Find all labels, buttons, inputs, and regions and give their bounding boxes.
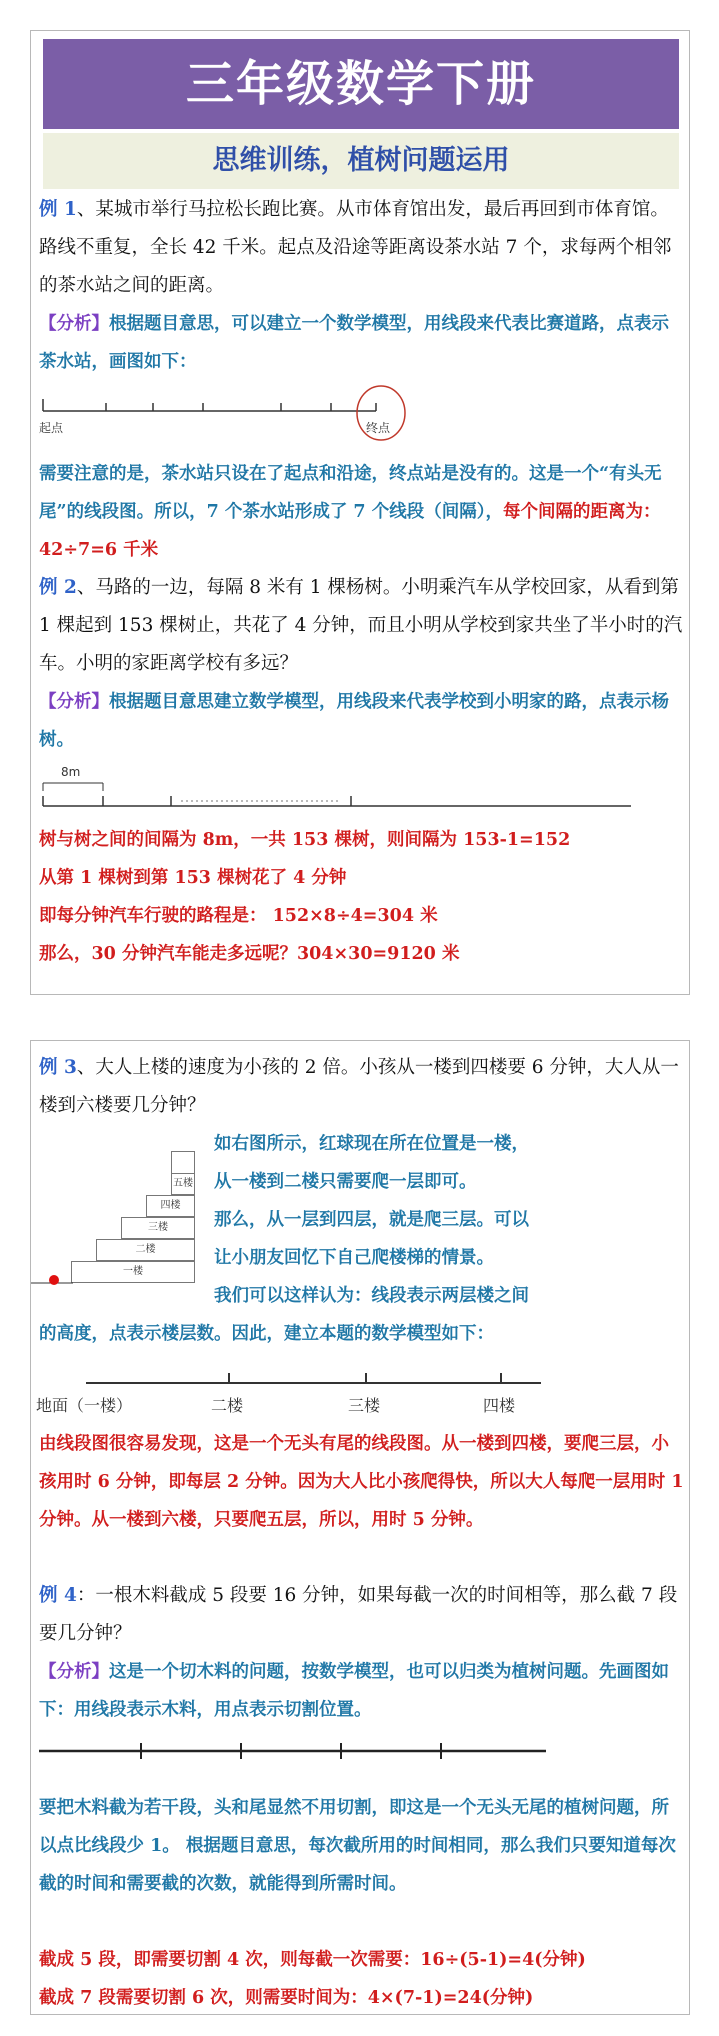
stair-5: 五楼 (171, 1173, 195, 1195)
page-subtitle: 思维训练，植树问题运用 (43, 133, 679, 189)
card-examples-1-2 (30, 30, 690, 995)
example-2-question (39, 569, 684, 683)
example-4-text: ：一根木料截成 5 段要 16 分钟，如果每截一次的时间相等，那么截 7 段要几分钟？ (39, 1585, 678, 1644)
example-3-text: 、大人上楼的速度为小孩的 2 倍。小孩从一楼到四楼要 6 分钟，大人从一楼到六楼要几分钟？ (39, 1057, 679, 1116)
end-label: 终点 (366, 421, 391, 435)
example-2-line-3: 即每分钟汽车行驶的路程是： 152×8÷4=304 米 (39, 906, 438, 926)
example-1-note: 需要注意的是，茶水站只设在了起点和沿途，终点站是没有的。这是一个“有头无尾”的线段图。所以，7 个茶水站形成了 7 个线段（间隔）， (39, 464, 662, 522)
side-line-1: 如右图所示，红球现在所在位置是一楼， (214, 1134, 529, 1154)
example-2-analysis (39, 683, 684, 759)
page-title: 三年级数学下册 (43, 39, 679, 129)
side-line-3: 那么，从一层到四层，就是爬三层。可以 (214, 1210, 529, 1230)
stair-1: 一楼 (71, 1261, 195, 1283)
example-1-label: 例 1 (39, 199, 77, 220)
example-2-line-1: 树与树之间的间隔为 8m，一共 153 棵树，则间隔为 153-1=152 (39, 830, 571, 850)
example-4-explanation: 要把木料截为若干段，头和尾显然不用切割，即这是一个无头无尾的植树问题，所以点比线段少 1。 根据题目意思，每次截所用的时间相同，那么我们只要知道每次截的时间和需要截的次数，就能得到所需时间。 (39, 1798, 676, 1894)
side-line-2: 从一楼到二楼只需要爬一层即可。 (214, 1172, 477, 1192)
example-2-analysis-text: 根据题目意思建立数学模型，用线段来代表学校到小明家的路，点表示杨树。 (39, 692, 669, 750)
stair-2: 二楼 (96, 1239, 195, 1261)
example-3-answer: 由线段图很容易发现，这是一个无头有尾的线段图。从一楼到四楼，要爬三层，小孩用时 6 分钟，即每层 2 分钟。因为大人比小孩爬得快，所以大人每爬一层用时 1 分钟。从一楼到六楼，只要爬五层，所以，用时 5 分钟。 (39, 1434, 684, 1530)
example-1-line-diagram (31, 381, 691, 451)
example-1-conclusion (39, 455, 684, 569)
side-line-5: 我们可以这样认为：线段表示两层楼之间 (214, 1286, 529, 1306)
example-4-analysis (39, 1653, 684, 1729)
example-4-answer-2: 截成 7 段需要切割 6 次，则需要时间为：4×(7-1)=24(分钟) (39, 1988, 534, 2008)
wood-line-diagram (31, 1731, 691, 1771)
example-4-analysis-text: 这是一个切木料的问题，按数学模型，也可以归类为植树问题。先画图如下：用线段表示木料，用点表示切割位置。 (39, 1662, 669, 1720)
stair-top (171, 1151, 195, 1173)
example-3-question (39, 1049, 684, 1125)
segment-label: 8m (61, 765, 81, 779)
analysis-tag: 【分析】 (39, 314, 109, 334)
example-3-label: 例 3 (39, 1057, 77, 1078)
axis-label-floor-3: 三楼 (348, 1396, 381, 1415)
example-4-question (39, 1577, 684, 1653)
stair-3: 三楼 (121, 1217, 195, 1239)
card-examples-3-4 (30, 1040, 690, 2015)
analysis-tag: 【分析】 (39, 692, 109, 712)
ground-line (31, 1279, 91, 1289)
analysis-tag: 【分析】 (39, 1662, 109, 1682)
example-1-analysis-text: 根据题目意思，可以建立一个数学模型，用线段来代表比赛道路，点表示茶水站，画图如下： (39, 314, 669, 372)
example-2-line-4: 那么，30 分钟汽车能走多远呢？304×30=9120 米 (39, 944, 460, 964)
example-4-answer-1: 截成 5 段，即需要切割 4 次，则每截一次需要：16÷(5-1)=4(分钟) (39, 1950, 586, 1970)
red-ball-icon (49, 1275, 59, 1285)
axis-label-floor-2: 二楼 (211, 1396, 244, 1415)
example-4-label: 例 4 (39, 1585, 77, 1606)
example-1-analysis (39, 305, 684, 381)
side-line-6: 的高度，点表示楼层数。因此，建立本题的数学模型如下： (39, 1324, 494, 1344)
example-2-label: 例 2 (39, 577, 77, 598)
stair-4: 四楼 (146, 1195, 195, 1217)
side-line-4: 让小朋友回忆下自己爬楼梯的情景。 (214, 1248, 494, 1268)
example-1-question (39, 191, 684, 305)
example-2-line-diagram (31, 761, 691, 811)
example-1-answer: 每个间隔的距离为： 42÷7=6 千米 (39, 502, 661, 560)
example-2-line-2: 从第 1 棵树到第 153 棵树花了 4 分钟 (39, 868, 347, 888)
axis-label-ground: 地面（一楼） (36, 1396, 133, 1415)
example-1-text: 、某城市举行马拉松长跑比赛。从市体育馆出发，最后再回到市体育馆。路线不重复，全长 42 千米。起点及沿途等距离设茶水站 7 个，求每两个相邻的茶水站之间的距离。 (39, 199, 672, 296)
example-2-text: 、马路的一边，每隔 8 米有 1 棵杨树。小明乘汽车从学校回家，从看到第 1 棵起到 153 棵树止，共花了 4 分钟，而且小明从学校到家共坐了半小时的汽车。小明的家距离学校有多远？ (39, 577, 683, 674)
start-label: 起点 (39, 421, 64, 435)
axis-label-floor-4: 四楼 (483, 1396, 516, 1415)
